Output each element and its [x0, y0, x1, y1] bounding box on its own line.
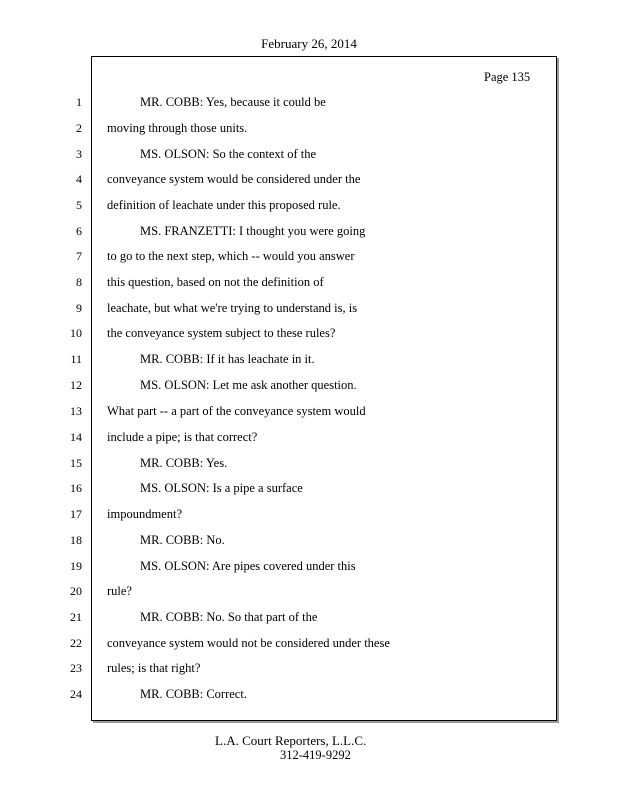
transcript-line: leachate, but what we're trying to understand is, is — [107, 301, 358, 315]
line-number: 9 — [76, 301, 82, 315]
line-number: 3 — [76, 147, 82, 161]
line-number: 17 — [70, 507, 82, 521]
transcript-line: MS. OLSON: Is a pipe a surface — [140, 481, 303, 495]
transcript-line: MR. COBB: No. So that part of the — [140, 610, 318, 624]
transcript-line: rules; is that right? — [107, 661, 201, 675]
line-number: 6 — [76, 224, 82, 238]
line-number: 12 — [70, 378, 82, 392]
line-number: 24 — [70, 687, 82, 701]
transcript-line: MR. COBB: No. — [140, 533, 225, 547]
transcript-line: conveyance system would be considered under the — [107, 172, 361, 186]
transcript-line: MS. OLSON: Are pipes covered under this — [140, 559, 356, 573]
line-number: 11 — [70, 352, 82, 366]
transcript-line: MS. OLSON: So the context of the — [140, 147, 317, 161]
line-number: 23 — [70, 661, 82, 675]
transcript-line: the conveyance system subject to these rules? — [107, 326, 336, 340]
line-number: 1 — [76, 95, 82, 109]
line-number: 15 — [70, 456, 82, 470]
line-number: 4 — [76, 172, 82, 186]
line-number: 5 — [76, 198, 82, 212]
transcript-line: definition of leachate under this proposed rule. — [107, 198, 341, 212]
line-number: 18 — [70, 533, 82, 547]
line-number: 10 — [70, 326, 82, 340]
transcript-line: moving through those units. — [107, 121, 248, 135]
footer-company-name: L.A. Court Reporters, L.L.C. — [215, 733, 367, 748]
line-number: 14 — [70, 430, 82, 444]
transcript-line: MR. COBB: Yes. — [140, 456, 228, 470]
line-number: 20 — [70, 584, 82, 598]
transcript-line: rule? — [107, 584, 132, 598]
transcript-line: MS. OLSON: Let me ask another question. — [140, 378, 357, 392]
footer-phone-number: 312-419-9292 — [280, 748, 351, 762]
transcript-line: include a pipe; is that correct? — [107, 430, 258, 444]
line-number: 21 — [70, 610, 82, 624]
transcript-line: this question, based on not the definition of — [107, 275, 324, 289]
line-number: 2 — [76, 121, 82, 135]
line-number: 7 — [76, 249, 82, 263]
transcript-line: MR. COBB: Yes, because it could be — [140, 95, 326, 109]
line-number: 19 — [70, 559, 82, 573]
page-number: Page 135 — [484, 70, 531, 84]
transcript-line: impoundment? — [107, 507, 182, 521]
line-number: 22 — [70, 636, 82, 650]
transcript-line: What part -- a part of the conveyance system would — [107, 404, 366, 418]
transcript-line: conveyance system would not be considered under these — [107, 636, 390, 650]
line-number: 13 — [70, 404, 82, 418]
transcript-line: MR. COBB: If it has leachate in it. — [140, 352, 315, 366]
transcript-line: to go to the next step, which -- would you answer — [107, 249, 355, 263]
transcript-line: MS. FRANZETTI: I thought you were going — [140, 224, 366, 238]
line-number: 16 — [70, 481, 82, 495]
header-date: February 26, 2014 — [261, 36, 357, 51]
transcript-line: MR. COBB: Correct. — [140, 687, 247, 701]
line-number: 8 — [76, 275, 82, 289]
